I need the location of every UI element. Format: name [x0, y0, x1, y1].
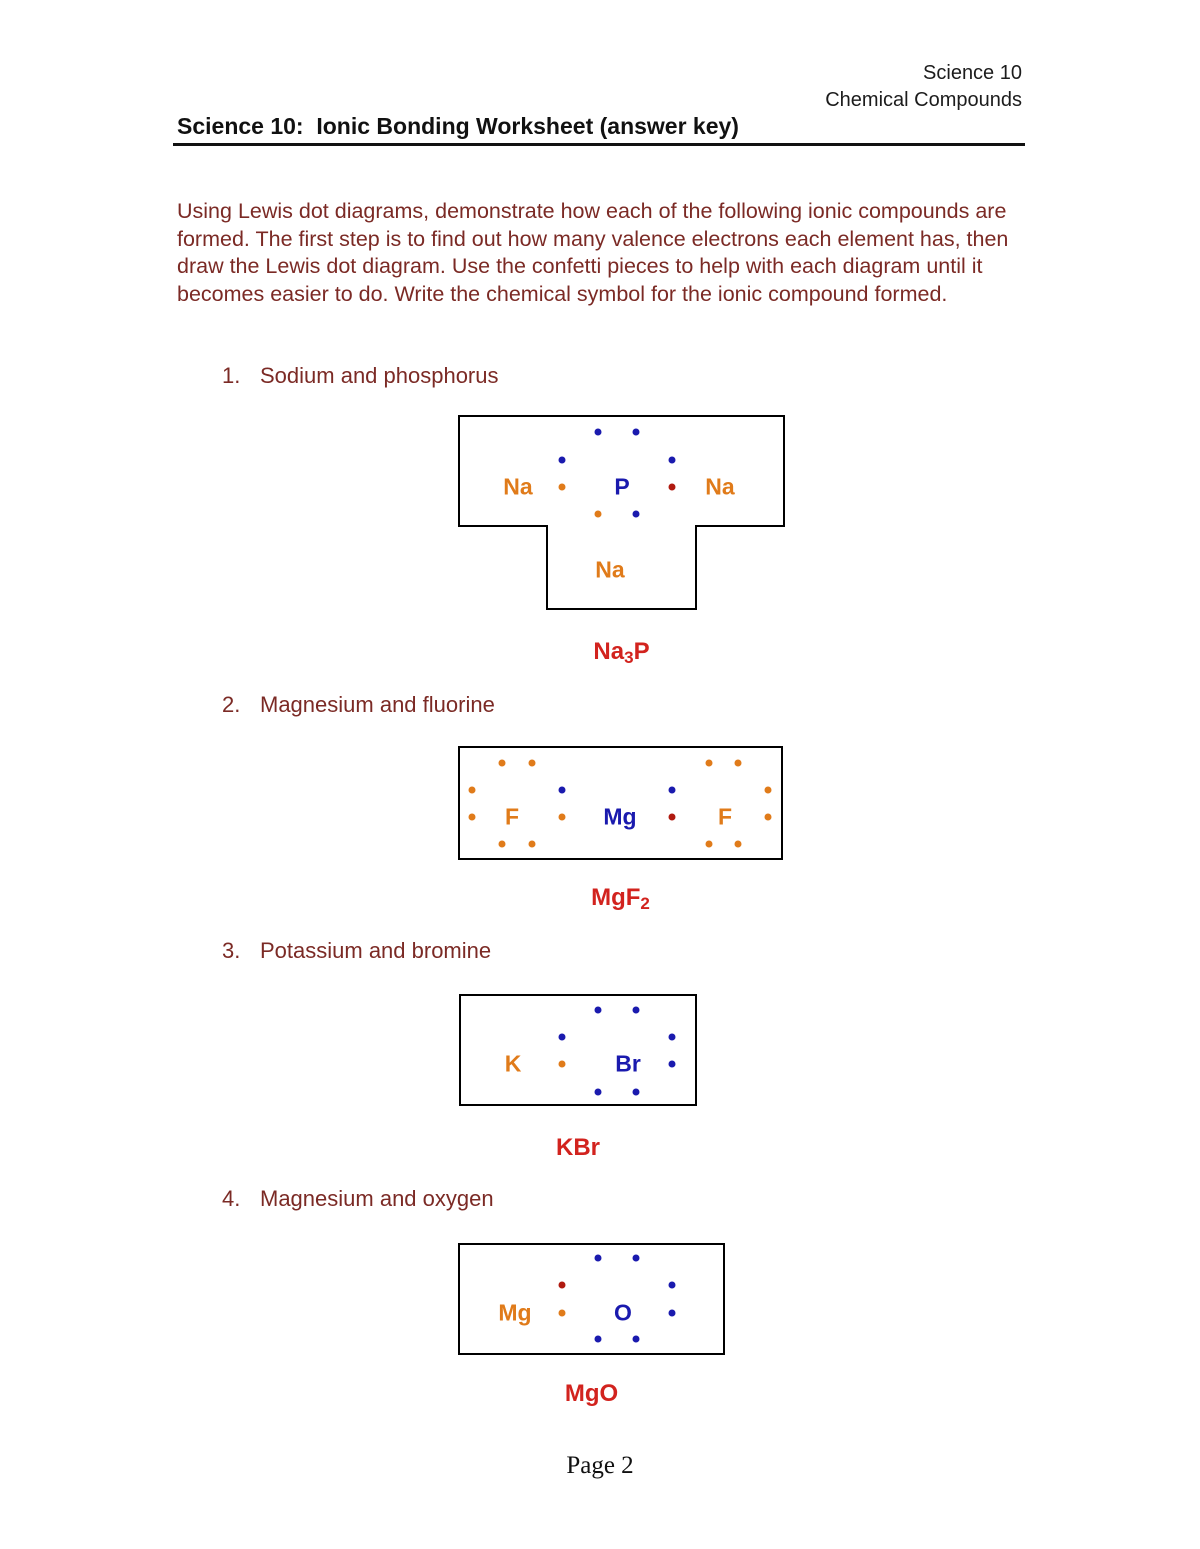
formula-mgf2: [458, 884, 783, 912]
electron-dot: [633, 511, 640, 518]
problem-2-number: 2.: [222, 692, 241, 717]
diagram-box-top: [458, 415, 785, 527]
electron-dot: [633, 1255, 640, 1262]
element-symbol: Na: [503, 473, 533, 500]
electron-dot: [595, 1336, 602, 1343]
electron-dot: [633, 429, 640, 436]
electron-dot: [499, 841, 506, 848]
problem-4-label: Magnesium and oxygen: [260, 1186, 494, 1211]
electron-dot: [595, 429, 602, 436]
electron-dot: [735, 760, 742, 767]
electron-dot: [559, 1034, 566, 1041]
electron-dot: [669, 814, 676, 821]
formula-text: KBr: [555, 1134, 600, 1161]
element-symbol: Mg: [498, 1299, 532, 1326]
electron-dot: [559, 1282, 566, 1289]
page-number: Page 2: [566, 1452, 634, 1479]
element-symbol: F: [717, 803, 733, 830]
element-symbol: Na: [705, 473, 735, 500]
title-underline: [173, 143, 1025, 146]
element-symbol: O: [614, 1299, 632, 1326]
electron-dot: [765, 787, 772, 794]
element-symbol: K: [504, 1050, 522, 1077]
problem-2-heading: [222, 692, 495, 718]
electron-dot: [559, 787, 566, 794]
electron-dot: [706, 760, 713, 767]
electron-dot: [669, 457, 676, 464]
element-symbol: Br: [615, 1050, 641, 1077]
formula-subscript: 3: [624, 648, 634, 667]
lewis-diagram-magnesium-fluorine: [458, 746, 783, 860]
electron-dot: [669, 1034, 676, 1041]
element-symbol: F: [504, 803, 520, 830]
electron-dot: [669, 1310, 676, 1317]
lewis-diagram-magnesium-oxygen: [458, 1243, 725, 1355]
electron-dot: [595, 1089, 602, 1096]
electron-dot: [669, 484, 676, 491]
formula-text: MgO: [564, 1380, 619, 1407]
intro-paragraph: Using Lewis dot diagrams, demonstrate how each of the following ionic compounds are formed. The first step is to find out how many valence electrons each element has, then draw the Lewis dot diagram. Use the confetti pieces to help with each diagram until it becomes easier to do. Write the chemical symbol for the ionic compound formed.: [177, 199, 1009, 306]
electron-dot: [529, 841, 536, 848]
problem-2-label: Magnesium and fluorine: [260, 692, 495, 717]
formula-kbr: [459, 1134, 697, 1162]
problem-1-heading: [222, 363, 499, 389]
lewis-diagram-potassium-bromine: [459, 994, 697, 1106]
lewis-diagram-sodium-phosphorus: [458, 415, 785, 610]
electron-dot: [559, 1061, 566, 1068]
element-symbol: P: [614, 473, 630, 500]
electron-dot: [499, 760, 506, 767]
electron-dot: [735, 841, 742, 848]
formula-text: Na: [593, 638, 625, 665]
formula-text: P: [633, 638, 650, 665]
formula-na3p: [458, 638, 785, 666]
electron-dot: [559, 484, 566, 491]
electron-dot: [633, 1007, 640, 1014]
electron-dot: [559, 1310, 566, 1317]
element-symbol: Mg: [603, 803, 637, 830]
electron-dot: [469, 787, 476, 794]
electron-dot: [529, 760, 536, 767]
electron-dot: [559, 814, 566, 821]
electron-dot: [595, 511, 602, 518]
electron-dot: [633, 1089, 640, 1096]
formula-subscript: 2: [640, 894, 650, 913]
diagram-box: [459, 994, 697, 1106]
electron-dot: [765, 814, 772, 821]
problem-3-heading: [222, 938, 491, 964]
problem-4-heading: [222, 1186, 494, 1212]
electron-dot: [595, 1255, 602, 1262]
electron-dot: [595, 1007, 602, 1014]
formula-text: MgF: [591, 884, 641, 911]
electron-dot: [559, 457, 566, 464]
problem-1-number: 1.: [222, 363, 241, 388]
electron-dot: [669, 787, 676, 794]
problem-3-number: 3.: [222, 938, 241, 963]
element-symbol: Na: [595, 556, 625, 583]
page-title: Science 10: Ionic Bonding Worksheet (answer key): [177, 113, 739, 139]
electron-dot: [633, 1336, 640, 1343]
problem-3-label: Potassium and bromine: [260, 938, 492, 963]
electron-dot: [669, 1282, 676, 1289]
electron-dot: [469, 814, 476, 821]
electron-dot: [706, 841, 713, 848]
problem-1-label: Sodium and phosphorus: [260, 363, 499, 388]
formula-mgo: [458, 1380, 725, 1408]
header-unit: Chemical Compounds: [825, 89, 1022, 111]
electron-dot: [669, 1061, 676, 1068]
problem-4-number: 4.: [222, 1186, 241, 1211]
header-course: Science 10: [923, 62, 1022, 84]
page-header: [825, 60, 1022, 114]
